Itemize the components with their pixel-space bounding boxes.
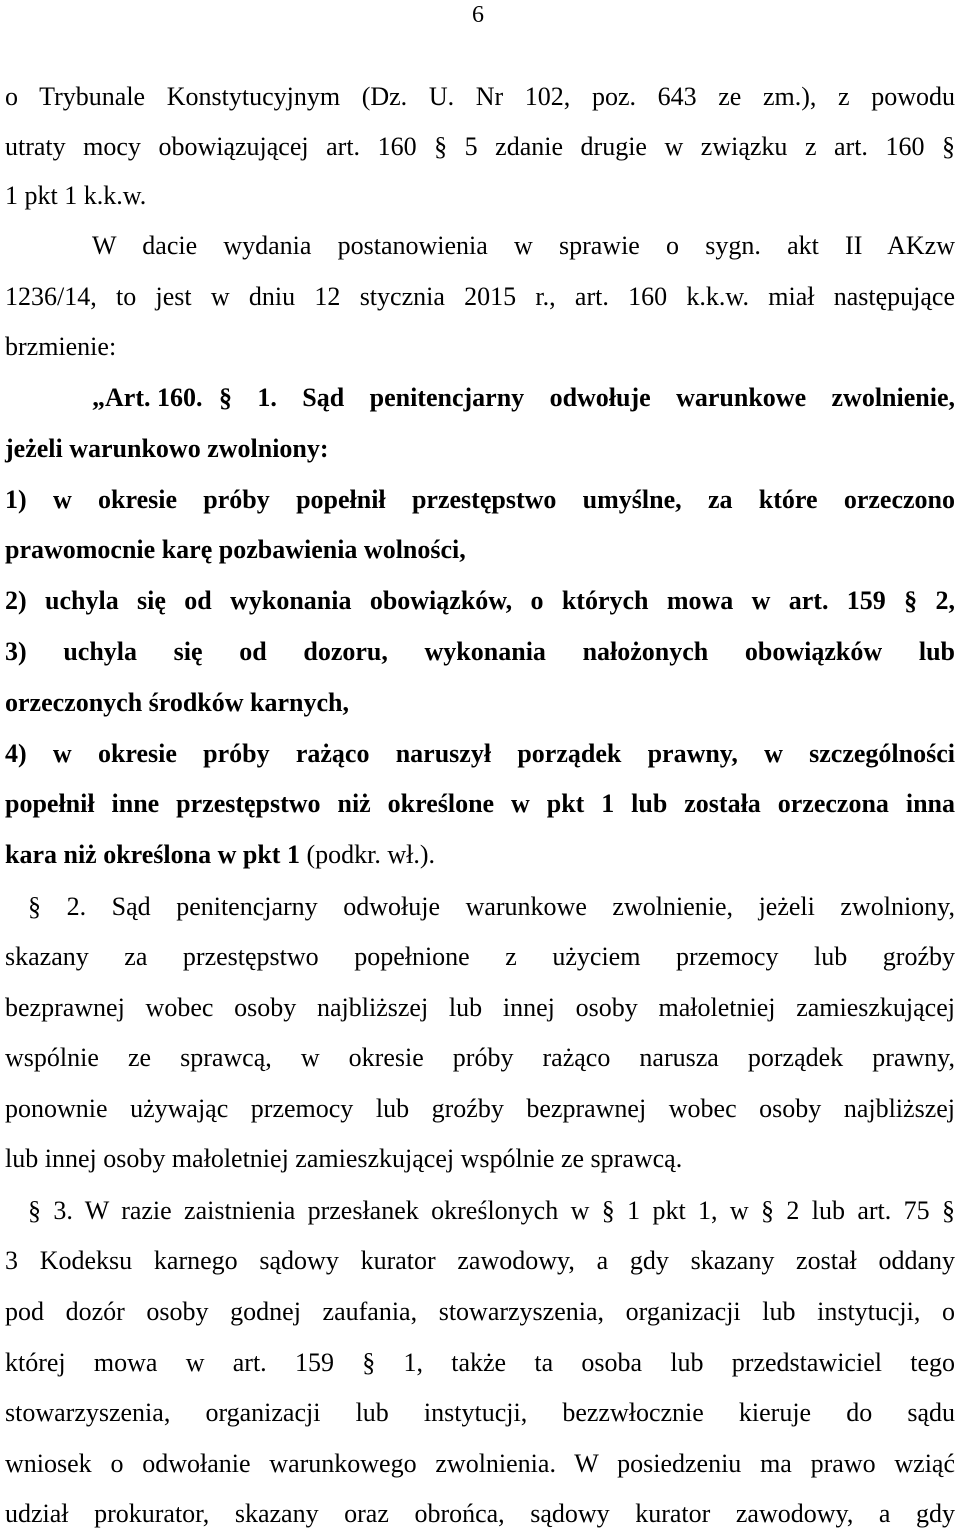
text-line: 2) uchyla się od wykonania obowiązków, o których mowa w art. 159 § 2, — [5, 586, 955, 615]
text-line: stowarzyszenia, organizacji lub instytucji, bezzwłocznie kieruje do sądu — [5, 1398, 955, 1427]
article-label: „Art. 160. — [92, 383, 209, 412]
annotation: (podkr. wł.). — [299, 840, 435, 869]
text-line: § 3. W razie zaistnienia przesłanek określonych w § 1 pkt 1, w § 2 lub art. 75 § — [28, 1196, 955, 1225]
text-line: W dacie wydania postanowienia w sprawie o sygn. akt II AKzw — [92, 231, 955, 260]
text-line: ponownie używając przemocy lub groźby bezprawnej wobec osoby najbliższej — [5, 1094, 955, 1123]
text-line: 3 Kodeksu karnego sądowy kurator zawodowy, a gdy skazany został oddany — [5, 1246, 955, 1275]
text-line: której mowa w art. 159 § 1, także ta osoba lub przedstawiciel tego — [5, 1348, 955, 1377]
text-line: pod dozór osoby godnej zaufania, stowarzyszenia, organizacji lub instytucji, o — [5, 1297, 955, 1326]
text-line: brzmienie: — [5, 332, 117, 361]
paragraph-text: § 1. Sąd penitencjarny odwołuje warunkowe zwolnienie, — [218, 383, 955, 412]
text-line: 1) w okresie próby popełnił przestępstwo umyślne, za które orzeczono — [5, 485, 955, 514]
bold-fragment: kara niż określona w pkt 1 — [5, 840, 300, 869]
text-line: 1236/14, to jest w dniu 12 stycznia 2015 r., art. 160 k.k.w. miał następujące — [5, 282, 955, 311]
text-line: utraty mocy obowiązującej art. 160 § 5 zdanie drugie w związku z art. 160 § — [5, 132, 955, 161]
text-line: bezprawnej wobec osoby najbliższej lub innej osoby małoletniej zamieszkującej — [5, 993, 955, 1022]
quote-article-heading — [92, 382, 955, 414]
text-line: lub innej osoby małoletniej zamieszkującej wspólnie ze sprawcą. — [5, 1144, 683, 1173]
page-number: 6 — [472, 2, 484, 28]
text-line: prawomocnie karę pozbawienia wolności, — [5, 535, 466, 564]
text-line: wspólnie ze sprawcą, w okresie próby rażąco narusza porządek prawny, — [5, 1043, 955, 1072]
text-line: 4) w okresie próby rażąco naruszył porządek prawny, w szczególności — [5, 739, 955, 768]
text-line — [5, 839, 955, 871]
text-line: o Trybunale Konstytucyjnym (Dz. U. Nr 102, poz. 643 ze zm.), z powodu — [5, 82, 955, 111]
text-line: udział prokurator, skazany oraz obrońca, sądowy kurator zawodowy, a gdy — [5, 1499, 955, 1528]
text-line: § 2. Sąd penitencjarny odwołuje warunkowe zwolnienie, jeżeli zwolniony, — [28, 892, 955, 921]
text-line: wniosek o odwołanie warunkowego zwolnienia. W posiedzeniu ma prawo wziąć — [5, 1449, 955, 1478]
text-line: popełnił inne przestępstwo niż określone w pkt 1 lub została orzeczona inna — [5, 789, 955, 818]
text-line: 1 pkt 1 k.k.w. — [5, 181, 147, 210]
text-line: 3) uchyla się od dozoru, wykonania nałożonych obowiązków lub — [5, 637, 955, 666]
text-line: orzeczonych środków karnych, — [5, 688, 350, 717]
text-line: skazany za przestępstwo popełnione z użyciem przemocy lub groźby — [5, 942, 955, 971]
text-line: jeżeli warunkowo zwolniony: — [5, 434, 329, 463]
